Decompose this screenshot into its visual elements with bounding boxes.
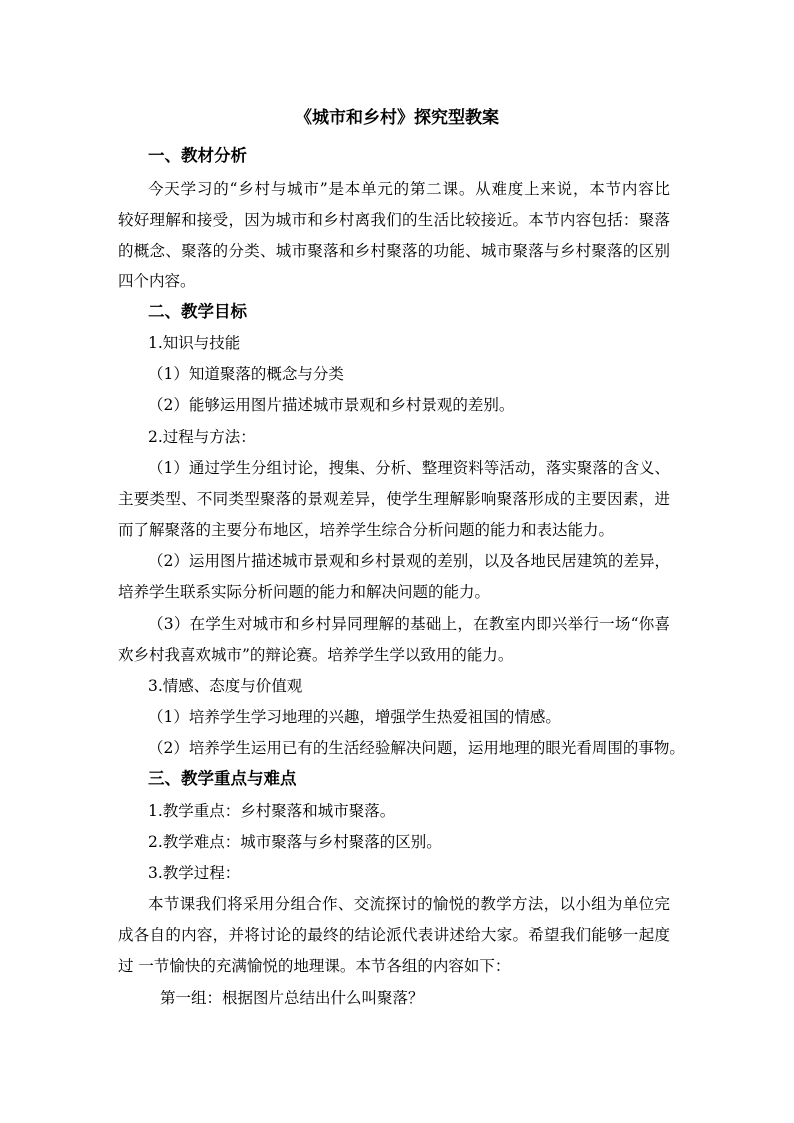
paragraph-line: （2）运用图片描述城市景观和乡村景观的差别，以及各地民居建筑的差异， xyxy=(148,552,670,570)
subheading: 2.过程与方法： xyxy=(148,428,256,446)
paragraph-line: 的概念、聚落的分类、城市聚落和乡村聚落的功能、城市聚落与乡村聚落的区别 xyxy=(118,242,670,260)
paragraph-line: （1）通过学生分组讨论，搜集、分析、整理资料等活动，落实聚落的含义、 xyxy=(148,459,670,477)
paragraph-line: 今天学习的“乡村与城市”是本单元的第二课。从难度上来说，本节内容比 xyxy=(148,180,670,198)
list-item: （1）知道聚落的概念与分类 xyxy=(148,365,344,383)
subheading: 3.情感、态度与价值观 xyxy=(148,677,303,695)
list-item: （1）培养学生学习地理的兴趣，增强学生热爱祖国的情感。 xyxy=(148,708,561,726)
paragraph-line: 而了解聚落的主要分布地区，培养学生综合分析问题的能力和表达能力。 xyxy=(118,521,615,539)
section-heading-3: 三、教学重点与难点 xyxy=(148,769,297,788)
paragraph-line: 主要类型、不同类型聚落的景观差异，使学生理解影响聚落形成的主要因素，进 xyxy=(118,490,670,508)
subheading: 1.知识与技能 xyxy=(148,334,241,352)
list-item: 1.教学重点：乡村聚落和城市聚落。 xyxy=(148,802,396,820)
list-item: 3.教学过程： xyxy=(148,864,241,882)
paragraph-line: （3）在学生对城市和乡村异同理解的基础上，在教室内即兴举行一场“你喜 xyxy=(148,615,670,633)
section-heading-1: 一、教材分析 xyxy=(148,146,247,165)
paragraph-line: 过 一节愉快的充满愉悦的地理课。本节各组的内容如下： xyxy=(118,957,511,975)
section-heading-2: 二、教学目标 xyxy=(148,302,247,321)
list-item: （2）能够运用图片描述城市景观和乡村景观的差别。 xyxy=(148,396,515,414)
paragraph-line: 成各自的内容，并将讨论的最终的结论派代表讲述给大家。希望我们能够一起度 xyxy=(118,926,670,944)
group-item: 第一组：根据图片总结出什么叫聚落？ xyxy=(160,989,424,1007)
document-title: 《城市和乡村》探究型教案 xyxy=(295,108,499,128)
list-item: 2.教学难点：城市聚落与乡村聚落的区别。 xyxy=(148,833,442,851)
paragraph-line: 本节课我们将采用分组合作、交流探讨的愉悦的教学方法，以小组为单位完 xyxy=(148,895,670,913)
paragraph-line: 欢乡村我喜欢城市”的辩论赛。培养学生学以致用的能力。 xyxy=(118,646,514,664)
paragraph-line: 较好理解和接受，因为城市和乡村离我们的生活比较接近。本节内容包括：聚落 xyxy=(118,211,670,229)
paragraph-line: 培养学生联系实际分析问题的能力和解决问题的能力。 xyxy=(118,583,491,601)
paragraph-line: 四个内容。 xyxy=(118,272,196,290)
list-item: （2）培养学生运用已有的生活经验解决问题，运用地理的眼光看周围的事物。 xyxy=(148,739,685,757)
